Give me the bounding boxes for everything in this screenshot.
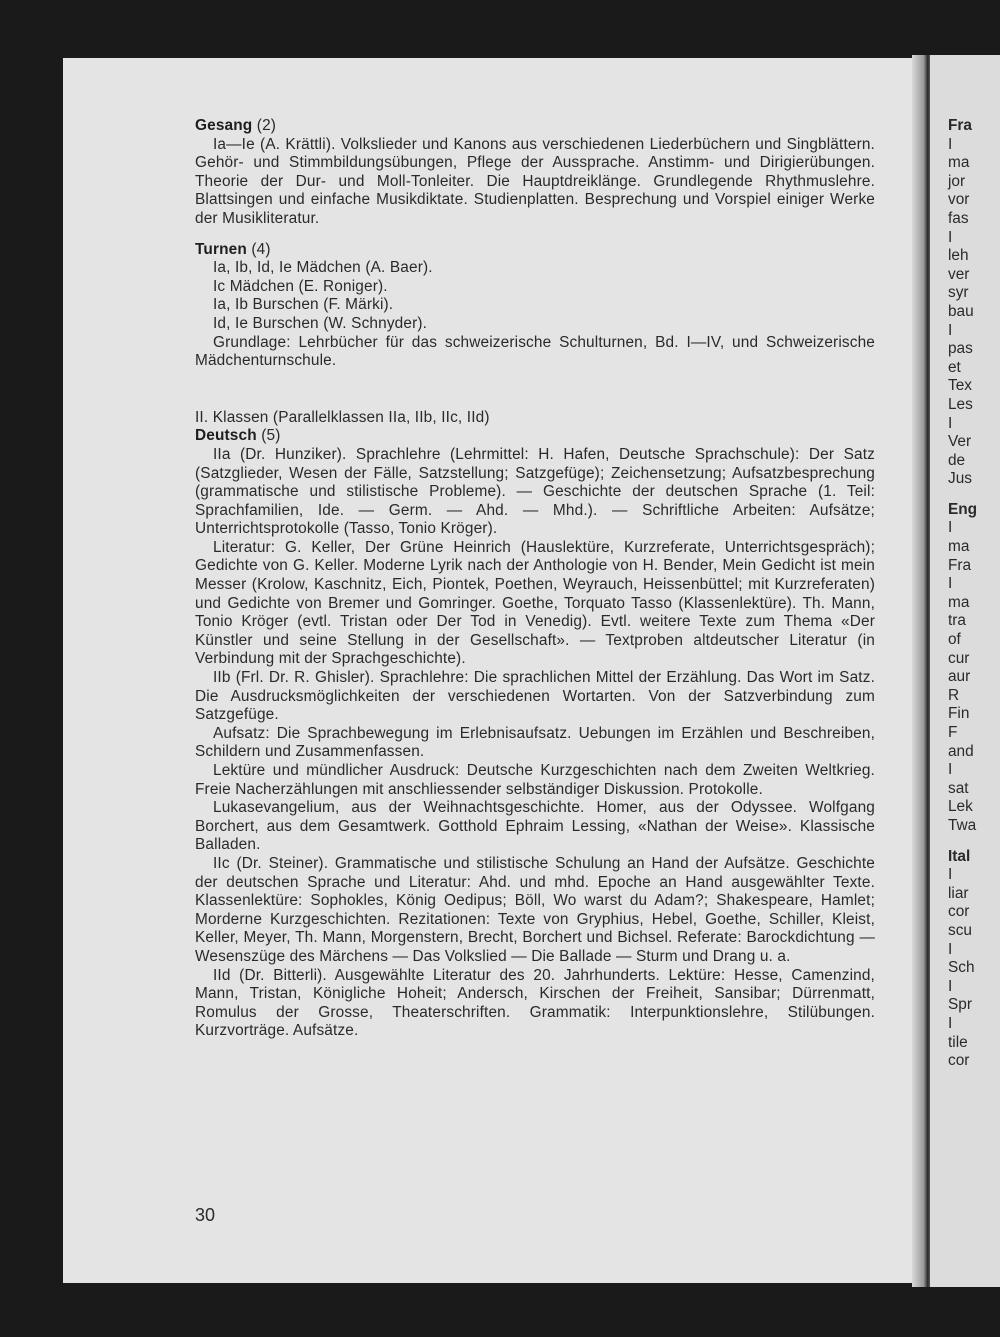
fragment: Sch	[948, 959, 975, 977]
fragment: cor	[948, 903, 970, 921]
fragment: ma	[948, 154, 970, 172]
fragment: I	[948, 866, 953, 884]
fragment: syr	[948, 284, 969, 302]
fragment: I	[948, 761, 953, 779]
fragment: I	[948, 575, 953, 593]
fragment: Fra	[948, 556, 972, 574]
paragraph: IIc (Dr. Steiner). Grammatische und stilistische Schulung an Hand der Aufsätze. Geschichte der deutschen Sprache und Literatur: Ahd. und mhd. Epoche an Hand ausgewählter Texte. Klassenlektüre: Sophokles, König Oedipus; Böll, Wo warst du Adam?; Shakespeare, Hamlet; Morderne Kurzgeschichten. Rezitationen: Texte von Gryphius, Hebel, Goethe, Schiller, Kleist, Keller, Meyer, Th. Mann, Morgenstern, Brecht, Borchert und Bichsel. Referate: Barockdichtung — Wesenszüge des Märchens — Das Volkslied — Die Ballade — Sturm und Drang u. a.	[195, 854, 875, 965]
paragraph: Ia—Ie (A. Krättli). Volkslieder und Kanons aus verschiedenen Liederbüchern und Singblättern. Gehör- und Stimmbildungsübungen, Pflege der Aussprache. Anstimm- und Dirigierübungen. Theorie der Dur- und Moll-Tonleiter. Die Hauptdreiklänge. Grundlegende Rhythmuslehre. Blattsingen und einfache Musikdiktate. Studienplatten. Besprechung und Vorspiel einiger Werke der Musikliteratur.	[195, 135, 875, 227]
fragment: ma	[948, 593, 970, 611]
fragment: Fin	[948, 705, 970, 723]
fragment: I	[948, 977, 953, 995]
fragment: bau	[948, 302, 974, 320]
list-line: Ia, Ib Burschen (F. Märki).	[213, 296, 394, 314]
fragment: Ver	[948, 433, 972, 451]
fragment: Fra	[948, 117, 972, 134]
section-title: Gesang	[195, 117, 253, 134]
fragment: vor	[948, 191, 970, 209]
fragment: cor	[948, 1052, 970, 1070]
fragment: Eng	[948, 500, 978, 518]
section-hours: (2)	[256, 117, 277, 134]
page-content	[195, 117, 875, 1041]
fragment: of	[948, 631, 961, 649]
fragment: Tex	[948, 377, 972, 395]
fragment: et	[948, 358, 961, 376]
fragment: de	[948, 451, 966, 469]
fragment: Lek	[948, 798, 973, 816]
paragraph: Aufsatz: Die Sprachbewegung im Erlebnisaufsatz. Uebungen im Erzählen und Beschreiben, Schildern und Zusammenfassen.	[195, 724, 875, 761]
section-heading-deutsch	[195, 427, 875, 446]
list-line: Ia, Ib, Id, Ie Mädchen (A. Baer).	[213, 259, 433, 277]
fragment: Les	[948, 395, 973, 413]
fragment: sat	[948, 779, 969, 797]
fragment: ma	[948, 538, 970, 556]
paragraph: Literatur: G. Keller, Der Grüne Heinrich (Hauslektüre, Kurzreferate, Unterrichtsgespräch); Gedichte von G. Keller. Moderne Lyrik nach der Anthologie von H. Bender, Mein Gedicht ist mein Messer (Krolow, Kaschnitz, Eich, Piontek, Poethen, Weyrauch, Heissenbüttel; mit Kurzreferaten) und Gedichte von Bremer und Gomringer. Goethe, Torquato Tasso (Klassenlektüre). Th. Mann, Tonio Kröger (evtl. Tristan oder Der Tod in Venedig). Evtl. weitere Texte zum Thema «Der Künstler und seine Stellung in der Gesellschaft». — Textproben altdeutscher Literatur (in Verbindung mit der Sprachgeschichte).	[195, 538, 875, 668]
section-heading-gesang	[195, 117, 875, 136]
fragment: F	[948, 724, 958, 741]
section-hours: (4)	[251, 240, 271, 258]
section-title: Deutsch	[195, 427, 257, 445]
fragment: and	[948, 742, 974, 760]
fragment: ver	[948, 265, 970, 283]
fragment: I	[948, 135, 953, 153]
section-title: Turnen	[195, 240, 247, 258]
fragment: Jus	[948, 470, 972, 488]
fragment: pas	[948, 340, 973, 358]
paragraph: Grundlage: Lehrbücher für das schweizerische Schulturnen, Bd. I—IV, und Schweizerische Mädchenturnschule.	[195, 333, 875, 370]
section-hours: (5)	[261, 427, 281, 445]
fragment: I	[948, 1014, 953, 1032]
fragment: I	[948, 519, 953, 537]
list-line: Id, Ie Burschen (W. Schnyder).	[213, 314, 428, 332]
paragraph: IIa (Dr. Hunziker). Sprachlehre (Lehrmittel: H. Hafen, Deutsche Sprachschule): Der Satz (Satzglieder, Wesen der Fälle, Satzstellung; Satzgefüge); Zeichensetzung; Aufsatzbesprechung (grammatische und stilistische Probleme). — Geschichte der deutschen Sprache (1. Teil: Sprachfamilien, Ide. — Germ. — Ahd. — Mhd.). — Schriftliche Arbeiten: Aufsätze; Unterrichtsprotokolle (Tasso, Tonio Kröger).	[195, 445, 875, 538]
fragment: leh	[948, 247, 969, 265]
fragment: Twa	[948, 816, 977, 834]
fragment: I	[948, 321, 953, 339]
paragraph: IId (Dr. Bitterli). Ausgewählte Literatur des 20. Jahrhunderts. Lektüre: Hesse, Camenzind, Mann, Tristan, Königliche Hoheit; Andersch, Kirschen der Freiheit, Sansibar; Dürrenmatt, Romulus der Grosse, Theaterschriften. Grammatik: Interpunktionslehre, Stilübungen. Kurzvorträge. Aufsätze.	[195, 966, 875, 1040]
fragment: jor	[948, 172, 966, 190]
section-heading-turnen	[195, 241, 875, 260]
fragment: tra	[948, 612, 966, 630]
paragraph: Lektüre und mündlicher Ausdruck: Deutsche Kurzgeschichten nach dem Zweiten Weltkrieg. Freie Nacherzählungen mit anschliessender selbständiger Diskussion. Protokolle.	[195, 762, 875, 798]
fragment: Ital	[948, 847, 971, 865]
class-title: II. Klassen (Parallelklassen IIa, IIb, IIc, IId)	[195, 408, 490, 426]
page-number: 30	[195, 1205, 216, 1225]
fragment: liar	[948, 884, 969, 902]
fragment: aur	[948, 668, 971, 686]
fragment: I	[948, 228, 953, 246]
fragment: R	[948, 686, 960, 704]
fragment: fas	[948, 209, 969, 227]
paragraph: IIb (Frl. Dr. R. Ghisler). Sprachlehre: Die sprachlichen Mittel der Erzählung. Das Wort im Satz. Die Ausdrucksmöglichkeiten der verschiedenen Wortarten. Von der Satzverbindung zum Satzgefüge.	[195, 669, 875, 724]
paragraph: Lukasevangelium, aus der Weihnachtsgeschichte. Homer, aus der Odyssee. Wolfgang Borchert, aus dem Gesamtwerk. Gotthold Ephraim Lessing, «Nathan der Weise». Klassische Balladen.	[195, 799, 875, 854]
fragment: cur	[948, 649, 970, 667]
fragment: scu	[948, 921, 972, 939]
right-page-fragments	[948, 117, 1000, 1071]
fragment: I	[948, 940, 953, 958]
fragment: Spr	[948, 996, 972, 1014]
list-line: Ic Mädchen (E. Roniger).	[213, 277, 388, 295]
fragment: I	[948, 414, 953, 432]
fragment: tile	[948, 1033, 968, 1051]
